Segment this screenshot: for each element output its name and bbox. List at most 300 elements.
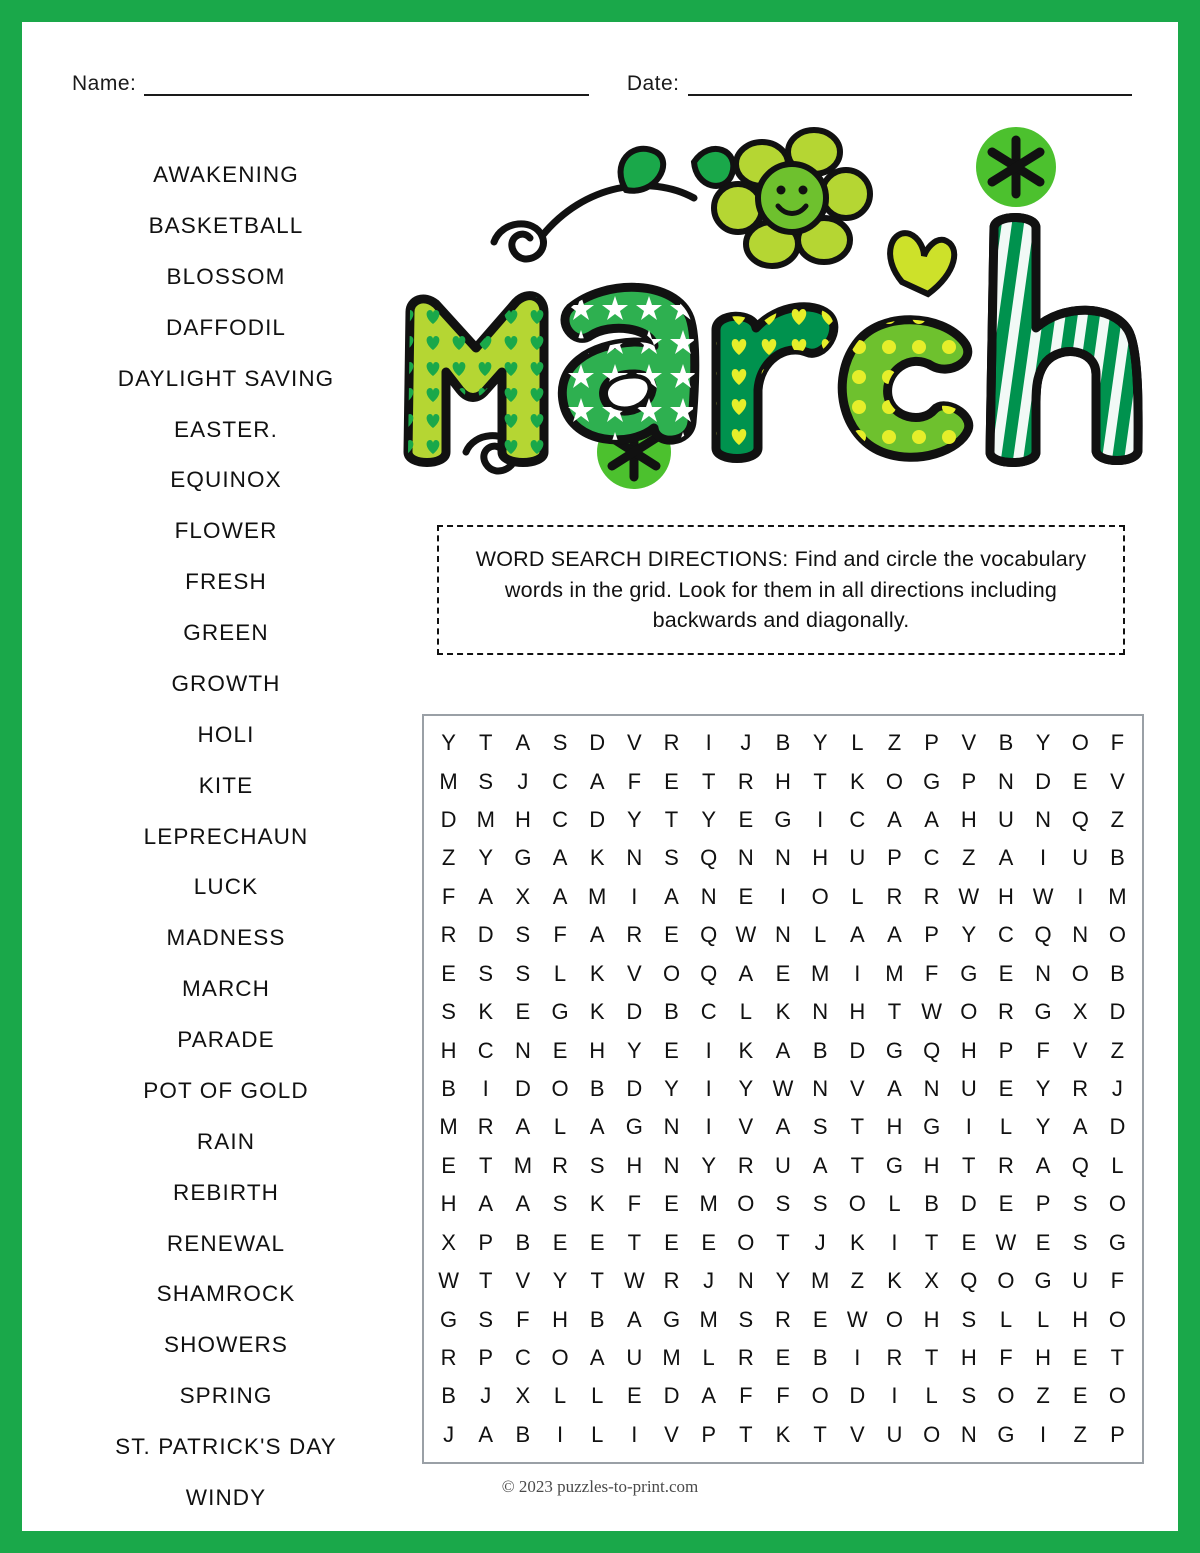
- grid-cell[interactable]: A: [515, 730, 531, 756]
- grid-cell[interactable]: K: [589, 960, 605, 986]
- grid-cell[interactable]: E: [664, 1037, 679, 1063]
- grid-cell[interactable]: Y: [701, 807, 717, 833]
- grid-cell[interactable]: H: [960, 807, 977, 833]
- grid-cell[interactable]: E: [998, 960, 1014, 986]
- grid-cell[interactable]: V: [849, 1075, 865, 1101]
- grid-cell[interactable]: E: [552, 1037, 568, 1063]
- grid-cell[interactable]: F: [924, 960, 939, 986]
- grid-cell[interactable]: F: [441, 883, 456, 909]
- grid-cell[interactable]: C: [477, 1037, 494, 1063]
- grid-cell[interactable]: T: [479, 1268, 493, 1294]
- grid-cell[interactable]: M: [588, 883, 607, 909]
- grid-cell[interactable]: I: [891, 1229, 898, 1255]
- grid-cell[interactable]: G: [923, 1114, 941, 1140]
- grid-cell[interactable]: P: [887, 845, 902, 871]
- grid-cell[interactable]: J: [1111, 1075, 1123, 1101]
- grid-cell[interactable]: S: [664, 845, 679, 871]
- grid-cell[interactable]: U: [626, 1344, 643, 1370]
- grid-cell[interactable]: Q: [1034, 922, 1052, 948]
- grid-cell[interactable]: Z: [962, 845, 976, 871]
- grid-cell[interactable]: N: [775, 922, 791, 948]
- grid-cell[interactable]: T: [776, 1229, 790, 1255]
- grid-cell[interactable]: K: [775, 999, 791, 1025]
- grid-cell[interactable]: E: [1035, 1229, 1051, 1255]
- grid-cell[interactable]: J: [740, 730, 752, 756]
- grid-cell[interactable]: J: [480, 1383, 492, 1409]
- grid-cell[interactable]: A: [1035, 1152, 1051, 1178]
- grid-cell[interactable]: I: [1040, 845, 1047, 871]
- grid-cell[interactable]: S: [478, 1306, 494, 1332]
- grid-cell[interactable]: O: [848, 1191, 866, 1217]
- grid-cell[interactable]: B: [1110, 845, 1125, 871]
- grid-cell[interactable]: E: [664, 922, 679, 948]
- grid-cell[interactable]: H: [1035, 1344, 1052, 1370]
- grid-cell[interactable]: O: [662, 960, 681, 986]
- grid-cell[interactable]: F: [627, 1191, 642, 1217]
- grid-cell[interactable]: H: [440, 1191, 457, 1217]
- grid-cell[interactable]: F: [739, 1383, 753, 1409]
- grid-cell[interactable]: Y: [441, 730, 456, 756]
- grid-cell[interactable]: G: [774, 807, 792, 833]
- grid-cell[interactable]: P: [478, 1229, 494, 1255]
- grid-cell[interactable]: Z: [1110, 1037, 1125, 1063]
- grid-cell[interactable]: O: [885, 1306, 904, 1332]
- grid-cell[interactable]: M: [810, 960, 830, 986]
- grid-cell[interactable]: V: [515, 1268, 531, 1294]
- date-input-line[interactable]: [688, 70, 1132, 96]
- grid-cell[interactable]: N: [737, 1268, 754, 1294]
- grid-cell[interactable]: J: [814, 1229, 826, 1255]
- grid-cell[interactable]: T: [924, 1344, 939, 1370]
- grid-cell[interactable]: G: [514, 845, 532, 871]
- grid-cell[interactable]: A: [775, 1037, 791, 1063]
- grid-cell[interactable]: O: [885, 768, 904, 794]
- grid-cell[interactable]: E: [1072, 768, 1088, 794]
- grid-cell[interactable]: D: [960, 1191, 977, 1217]
- grid-cell[interactable]: D: [477, 922, 494, 948]
- grid-cell[interactable]: D: [849, 1037, 866, 1063]
- grid-cell[interactable]: E: [441, 1152, 456, 1178]
- grid-cell[interactable]: Y: [775, 1268, 791, 1294]
- grid-cell[interactable]: D: [440, 807, 457, 833]
- grid-cell[interactable]: L: [553, 1114, 567, 1140]
- grid-cell[interactable]: N: [812, 999, 829, 1025]
- grid-cell[interactable]: V: [1072, 1037, 1088, 1063]
- grid-cell[interactable]: E: [812, 1306, 828, 1332]
- grid-cell[interactable]: B: [441, 1075, 456, 1101]
- grid-cell[interactable]: N: [775, 845, 791, 871]
- grid-cell[interactable]: B: [589, 1075, 605, 1101]
- word-search-grid[interactable]: [422, 714, 1144, 1464]
- grid-cell[interactable]: A: [998, 845, 1014, 871]
- grid-cell[interactable]: O: [997, 1268, 1015, 1294]
- grid-cell[interactable]: G: [923, 768, 941, 794]
- grid-cell[interactable]: I: [854, 1344, 861, 1370]
- grid-cell[interactable]: Y: [812, 730, 828, 756]
- grid-cell[interactable]: G: [440, 1306, 458, 1332]
- grid-cell[interactable]: M: [810, 1268, 830, 1294]
- grid-cell[interactable]: I: [482, 1075, 489, 1101]
- grid-cell[interactable]: S: [441, 999, 456, 1025]
- grid-cell[interactable]: Z: [1110, 807, 1125, 833]
- grid-cell[interactable]: B: [664, 999, 679, 1025]
- grid-cell[interactable]: E: [441, 960, 456, 986]
- grid-cell[interactable]: K: [887, 1268, 902, 1294]
- grid-cell[interactable]: T: [813, 768, 827, 794]
- grid-cell[interactable]: E: [701, 1229, 717, 1255]
- grid-cell[interactable]: T: [664, 807, 679, 833]
- grid-cell[interactable]: W: [1032, 883, 1054, 909]
- grid-cell[interactable]: O: [551, 1075, 569, 1101]
- grid-cell[interactable]: L: [999, 1114, 1013, 1140]
- grid-cell[interactable]: S: [515, 922, 531, 948]
- grid-cell[interactable]: E: [998, 1075, 1014, 1101]
- grid-cell[interactable]: A: [478, 883, 494, 909]
- grid-cell[interactable]: D: [514, 1075, 531, 1101]
- grid-cell[interactable]: P: [961, 768, 977, 794]
- grid-cell[interactable]: L: [591, 1383, 604, 1409]
- grid-cell[interactable]: Z: [850, 1268, 865, 1294]
- grid-cell[interactable]: G: [997, 1421, 1015, 1447]
- grid-cell[interactable]: O: [737, 1191, 755, 1217]
- grid-cell[interactable]: E: [1072, 1383, 1088, 1409]
- grid-cell[interactable]: N: [1035, 960, 1052, 986]
- grid-cell[interactable]: H: [1072, 1306, 1089, 1332]
- grid-cell[interactable]: K: [775, 1421, 791, 1447]
- grid-cell[interactable]: O: [1108, 1383, 1126, 1409]
- grid-cell[interactable]: B: [441, 1383, 456, 1409]
- grid-cell[interactable]: S: [961, 1306, 977, 1332]
- grid-cell[interactable]: T: [813, 1421, 827, 1447]
- grid-cell[interactable]: R: [997, 1152, 1014, 1178]
- grid-cell[interactable]: A: [664, 883, 679, 909]
- grid-cell[interactable]: N: [923, 1075, 940, 1101]
- grid-cell[interactable]: S: [812, 1191, 828, 1217]
- grid-cell[interactable]: Q: [1071, 807, 1089, 833]
- grid-cell[interactable]: M: [513, 1152, 533, 1178]
- grid-cell[interactable]: O: [960, 999, 978, 1025]
- grid-cell[interactable]: I: [631, 883, 638, 909]
- grid-cell[interactable]: G: [960, 960, 978, 986]
- grid-cell[interactable]: U: [1072, 1268, 1089, 1294]
- grid-cell[interactable]: I: [705, 1037, 712, 1063]
- grid-cell[interactable]: M: [662, 1344, 681, 1370]
- grid-cell[interactable]: R: [663, 730, 680, 756]
- grid-cell[interactable]: S: [738, 1306, 754, 1332]
- grid-cell[interactable]: A: [589, 1114, 605, 1140]
- grid-cell[interactable]: T: [850, 1114, 865, 1140]
- grid-cell[interactable]: H: [812, 845, 829, 871]
- grid-cell[interactable]: I: [705, 1075, 712, 1101]
- grid-cell[interactable]: W: [772, 1075, 794, 1101]
- grid-cell[interactable]: A: [515, 1191, 531, 1217]
- grid-cell[interactable]: F: [516, 1306, 530, 1332]
- grid-cell[interactable]: W: [921, 999, 942, 1025]
- grid-cell[interactable]: S: [812, 1114, 828, 1140]
- grid-cell[interactable]: L: [1036, 1306, 1050, 1332]
- grid-cell[interactable]: T: [701, 768, 716, 794]
- grid-cell[interactable]: N: [663, 1114, 680, 1140]
- grid-cell[interactable]: F: [776, 1383, 790, 1409]
- grid-cell[interactable]: C: [849, 807, 866, 833]
- grid-cell[interactable]: O: [551, 1344, 569, 1370]
- grid-cell[interactable]: V: [961, 730, 977, 756]
- grid-cell[interactable]: W: [995, 1229, 1017, 1255]
- grid-cell[interactable]: L: [925, 1383, 938, 1409]
- grid-cell[interactable]: Y: [664, 1075, 679, 1101]
- grid-cell[interactable]: Q: [700, 845, 718, 871]
- grid-cell[interactable]: B: [515, 1421, 531, 1447]
- grid-cell[interactable]: O: [1071, 960, 1089, 986]
- grid-cell[interactable]: R: [775, 1306, 791, 1332]
- grid-cell[interactable]: K: [589, 1191, 605, 1217]
- grid-cell[interactable]: X: [515, 1383, 531, 1409]
- grid-cell[interactable]: K: [589, 999, 605, 1025]
- grid-cell[interactable]: L: [814, 922, 827, 948]
- grid-cell[interactable]: P: [924, 922, 939, 948]
- grid-cell[interactable]: N: [1035, 807, 1052, 833]
- grid-cell[interactable]: B: [589, 1306, 605, 1332]
- grid-cell[interactable]: T: [962, 1152, 976, 1178]
- grid-cell[interactable]: M: [439, 768, 458, 794]
- grid-cell[interactable]: S: [552, 1191, 568, 1217]
- grid-cell[interactable]: M: [1108, 883, 1127, 909]
- grid-cell[interactable]: P: [701, 1421, 717, 1447]
- grid-cell[interactable]: T: [850, 1152, 865, 1178]
- grid-cell[interactable]: V: [1110, 768, 1125, 794]
- grid-cell[interactable]: E: [775, 960, 791, 986]
- grid-cell[interactable]: G: [1034, 999, 1052, 1025]
- grid-cell[interactable]: N: [812, 1075, 829, 1101]
- grid-cell[interactable]: Z: [1036, 1383, 1050, 1409]
- grid-cell[interactable]: G: [1108, 1229, 1126, 1255]
- grid-cell[interactable]: Z: [1073, 1421, 1087, 1447]
- grid-cell[interactable]: N: [737, 845, 754, 871]
- grid-cell[interactable]: S: [552, 730, 568, 756]
- grid-cell[interactable]: X: [924, 1268, 939, 1294]
- grid-cell[interactable]: K: [849, 768, 865, 794]
- grid-cell[interactable]: E: [589, 1229, 605, 1255]
- grid-cell[interactable]: E: [998, 1191, 1014, 1217]
- grid-cell[interactable]: N: [626, 845, 643, 871]
- grid-cell[interactable]: L: [591, 1421, 604, 1447]
- grid-cell[interactable]: A: [515, 1114, 531, 1140]
- grid-cell[interactable]: H: [886, 1114, 903, 1140]
- grid-cell[interactable]: H: [849, 999, 866, 1025]
- grid-cell[interactable]: R: [440, 1344, 457, 1370]
- grid-cell[interactable]: Y: [1035, 1075, 1051, 1101]
- grid-cell[interactable]: I: [556, 1421, 564, 1447]
- grid-cell[interactable]: Y: [961, 922, 977, 948]
- grid-cell[interactable]: V: [664, 1421, 679, 1447]
- grid-cell[interactable]: N: [1072, 922, 1089, 948]
- grid-cell[interactable]: O: [1108, 1306, 1126, 1332]
- grid-cell[interactable]: U: [960, 1075, 977, 1101]
- grid-cell[interactable]: H: [923, 1306, 940, 1332]
- grid-cell[interactable]: K: [738, 1037, 754, 1063]
- grid-cell[interactable]: Y: [738, 1075, 754, 1101]
- grid-cell[interactable]: R: [477, 1114, 494, 1140]
- grid-cell[interactable]: B: [812, 1037, 828, 1063]
- grid-cell[interactable]: R: [997, 999, 1014, 1025]
- grid-cell[interactable]: F: [627, 768, 642, 794]
- grid-cell[interactable]: P: [924, 730, 939, 756]
- grid-cell[interactable]: B: [1110, 960, 1125, 986]
- grid-cell[interactable]: A: [478, 1191, 494, 1217]
- grid-cell[interactable]: A: [589, 1344, 605, 1370]
- grid-cell[interactable]: O: [737, 1229, 755, 1255]
- grid-cell[interactable]: D: [626, 1075, 643, 1101]
- grid-cell[interactable]: S: [1072, 1191, 1088, 1217]
- grid-cell[interactable]: G: [662, 1306, 681, 1332]
- grid-cell[interactable]: L: [702, 1344, 715, 1370]
- grid-cell[interactable]: E: [775, 1344, 791, 1370]
- grid-cell[interactable]: A: [887, 922, 902, 948]
- grid-cell[interactable]: Q: [960, 1268, 978, 1294]
- grid-cell[interactable]: H: [440, 1037, 457, 1063]
- grid-cell[interactable]: D: [589, 730, 606, 756]
- grid-cell[interactable]: C: [552, 807, 568, 833]
- grid-cell[interactable]: C: [997, 922, 1014, 948]
- grid-cell[interactable]: W: [438, 1268, 459, 1294]
- grid-cell[interactable]: I: [631, 1421, 638, 1447]
- grid-cell[interactable]: D: [589, 807, 606, 833]
- grid-cell[interactable]: H: [997, 883, 1014, 909]
- grid-cell[interactable]: D: [1109, 1114, 1126, 1140]
- grid-cell[interactable]: R: [552, 1152, 568, 1178]
- grid-cell[interactable]: A: [701, 1383, 717, 1409]
- grid-cell[interactable]: A: [478, 1421, 494, 1447]
- grid-cell[interactable]: L: [1111, 1152, 1124, 1178]
- grid-cell[interactable]: M: [699, 1306, 718, 1332]
- grid-cell[interactable]: E: [664, 1191, 679, 1217]
- grid-cell[interactable]: T: [479, 730, 493, 756]
- grid-cell[interactable]: F: [1036, 1037, 1050, 1063]
- grid-cell[interactable]: A: [775, 1114, 791, 1140]
- grid-cell[interactable]: S: [775, 1191, 791, 1217]
- grid-cell[interactable]: R: [1072, 1075, 1089, 1101]
- grid-cell[interactable]: Y: [1035, 730, 1051, 756]
- grid-cell[interactable]: B: [515, 1229, 531, 1255]
- grid-cell[interactable]: I: [705, 730, 712, 756]
- grid-cell[interactable]: K: [478, 999, 494, 1025]
- grid-cell[interactable]: N: [663, 1152, 680, 1178]
- grid-cell[interactable]: A: [552, 845, 568, 871]
- grid-cell[interactable]: L: [553, 960, 567, 986]
- grid-cell[interactable]: Q: [923, 1037, 941, 1063]
- grid-cell[interactable]: Y: [627, 807, 642, 833]
- grid-cell[interactable]: A: [849, 922, 865, 948]
- grid-cell[interactable]: S: [589, 1152, 605, 1178]
- grid-cell[interactable]: J: [443, 1421, 455, 1447]
- grid-cell[interactable]: V: [849, 1421, 865, 1447]
- grid-cell[interactable]: N: [960, 1421, 977, 1447]
- grid-cell[interactable]: H: [514, 807, 531, 833]
- grid-cell[interactable]: X: [441, 1229, 456, 1255]
- grid-cell[interactable]: W: [623, 1268, 645, 1294]
- grid-cell[interactable]: C: [552, 768, 568, 794]
- grid-cell[interactable]: R: [737, 768, 754, 794]
- grid-cell[interactable]: L: [553, 1383, 567, 1409]
- grid-cell[interactable]: I: [1077, 883, 1084, 909]
- grid-cell[interactable]: R: [923, 883, 940, 909]
- grid-cell[interactable]: D: [1035, 768, 1052, 794]
- grid-cell[interactable]: E: [664, 1229, 679, 1255]
- grid-cell[interactable]: A: [627, 1306, 642, 1332]
- grid-cell[interactable]: J: [703, 1268, 715, 1294]
- grid-cell[interactable]: I: [854, 960, 861, 986]
- grid-cell[interactable]: H: [960, 1344, 977, 1370]
- grid-cell[interactable]: G: [1034, 1268, 1052, 1294]
- grid-cell[interactable]: Y: [478, 845, 494, 871]
- grid-cell[interactable]: B: [998, 730, 1014, 756]
- grid-cell[interactable]: V: [627, 960, 642, 986]
- grid-cell[interactable]: T: [1110, 1344, 1125, 1370]
- grid-cell[interactable]: M: [439, 1114, 458, 1140]
- grid-cell[interactable]: I: [965, 1114, 972, 1140]
- grid-cell[interactable]: G: [885, 1037, 904, 1063]
- grid-cell[interactable]: D: [626, 999, 643, 1025]
- grid-cell[interactable]: D: [1109, 999, 1126, 1025]
- grid-cell[interactable]: K: [849, 1229, 865, 1255]
- grid-cell[interactable]: M: [885, 960, 904, 986]
- grid-cell[interactable]: V: [738, 1114, 754, 1140]
- grid-cell[interactable]: F: [999, 1344, 1013, 1370]
- grid-cell[interactable]: Q: [700, 960, 718, 986]
- grid-cell[interactable]: O: [1071, 730, 1089, 756]
- grid-cell[interactable]: F: [1110, 1268, 1125, 1294]
- grid-cell[interactable]: P: [478, 1344, 494, 1370]
- grid-cell[interactable]: T: [887, 999, 902, 1025]
- grid-cell[interactable]: R: [737, 1344, 754, 1370]
- grid-cell[interactable]: E: [552, 1229, 568, 1255]
- grid-cell[interactable]: Z: [441, 845, 456, 871]
- grid-cell[interactable]: T: [590, 1268, 604, 1294]
- grid-cell[interactable]: R: [737, 1152, 754, 1178]
- grid-cell[interactable]: A: [887, 807, 902, 833]
- grid-cell[interactable]: R: [663, 1268, 680, 1294]
- grid-cell[interactable]: R: [886, 1344, 903, 1370]
- grid-cell[interactable]: E: [738, 807, 754, 833]
- grid-cell[interactable]: D: [663, 1383, 680, 1409]
- grid-cell[interactable]: H: [775, 768, 791, 794]
- grid-cell[interactable]: H: [589, 1037, 606, 1063]
- grid-cell[interactable]: H: [626, 1152, 643, 1178]
- grid-cell[interactable]: O: [811, 883, 829, 909]
- grid-cell[interactable]: M: [699, 1191, 718, 1217]
- grid-cell[interactable]: B: [812, 1344, 828, 1370]
- grid-cell[interactable]: O: [811, 1383, 829, 1409]
- grid-cell[interactable]: S: [515, 960, 531, 986]
- grid-cell[interactable]: S: [478, 768, 494, 794]
- grid-cell[interactable]: G: [885, 1152, 904, 1178]
- grid-cell[interactable]: M: [476, 807, 495, 833]
- grid-cell[interactable]: W: [846, 1306, 868, 1332]
- grid-cell[interactable]: E: [961, 1229, 977, 1255]
- grid-cell[interactable]: N: [997, 768, 1014, 794]
- grid-cell[interactable]: E: [664, 768, 679, 794]
- grid-cell[interactable]: I: [779, 883, 787, 909]
- grid-cell[interactable]: W: [735, 922, 757, 948]
- grid-cell[interactable]: A: [589, 922, 605, 948]
- grid-cell[interactable]: X: [515, 883, 531, 909]
- grid-cell[interactable]: A: [924, 807, 939, 833]
- grid-cell[interactable]: G: [551, 999, 569, 1025]
- grid-cell[interactable]: Y: [552, 1268, 568, 1294]
- grid-cell[interactable]: X: [1072, 999, 1088, 1025]
- grid-cell[interactable]: S: [961, 1383, 977, 1409]
- grid-cell[interactable]: E: [1072, 1344, 1088, 1370]
